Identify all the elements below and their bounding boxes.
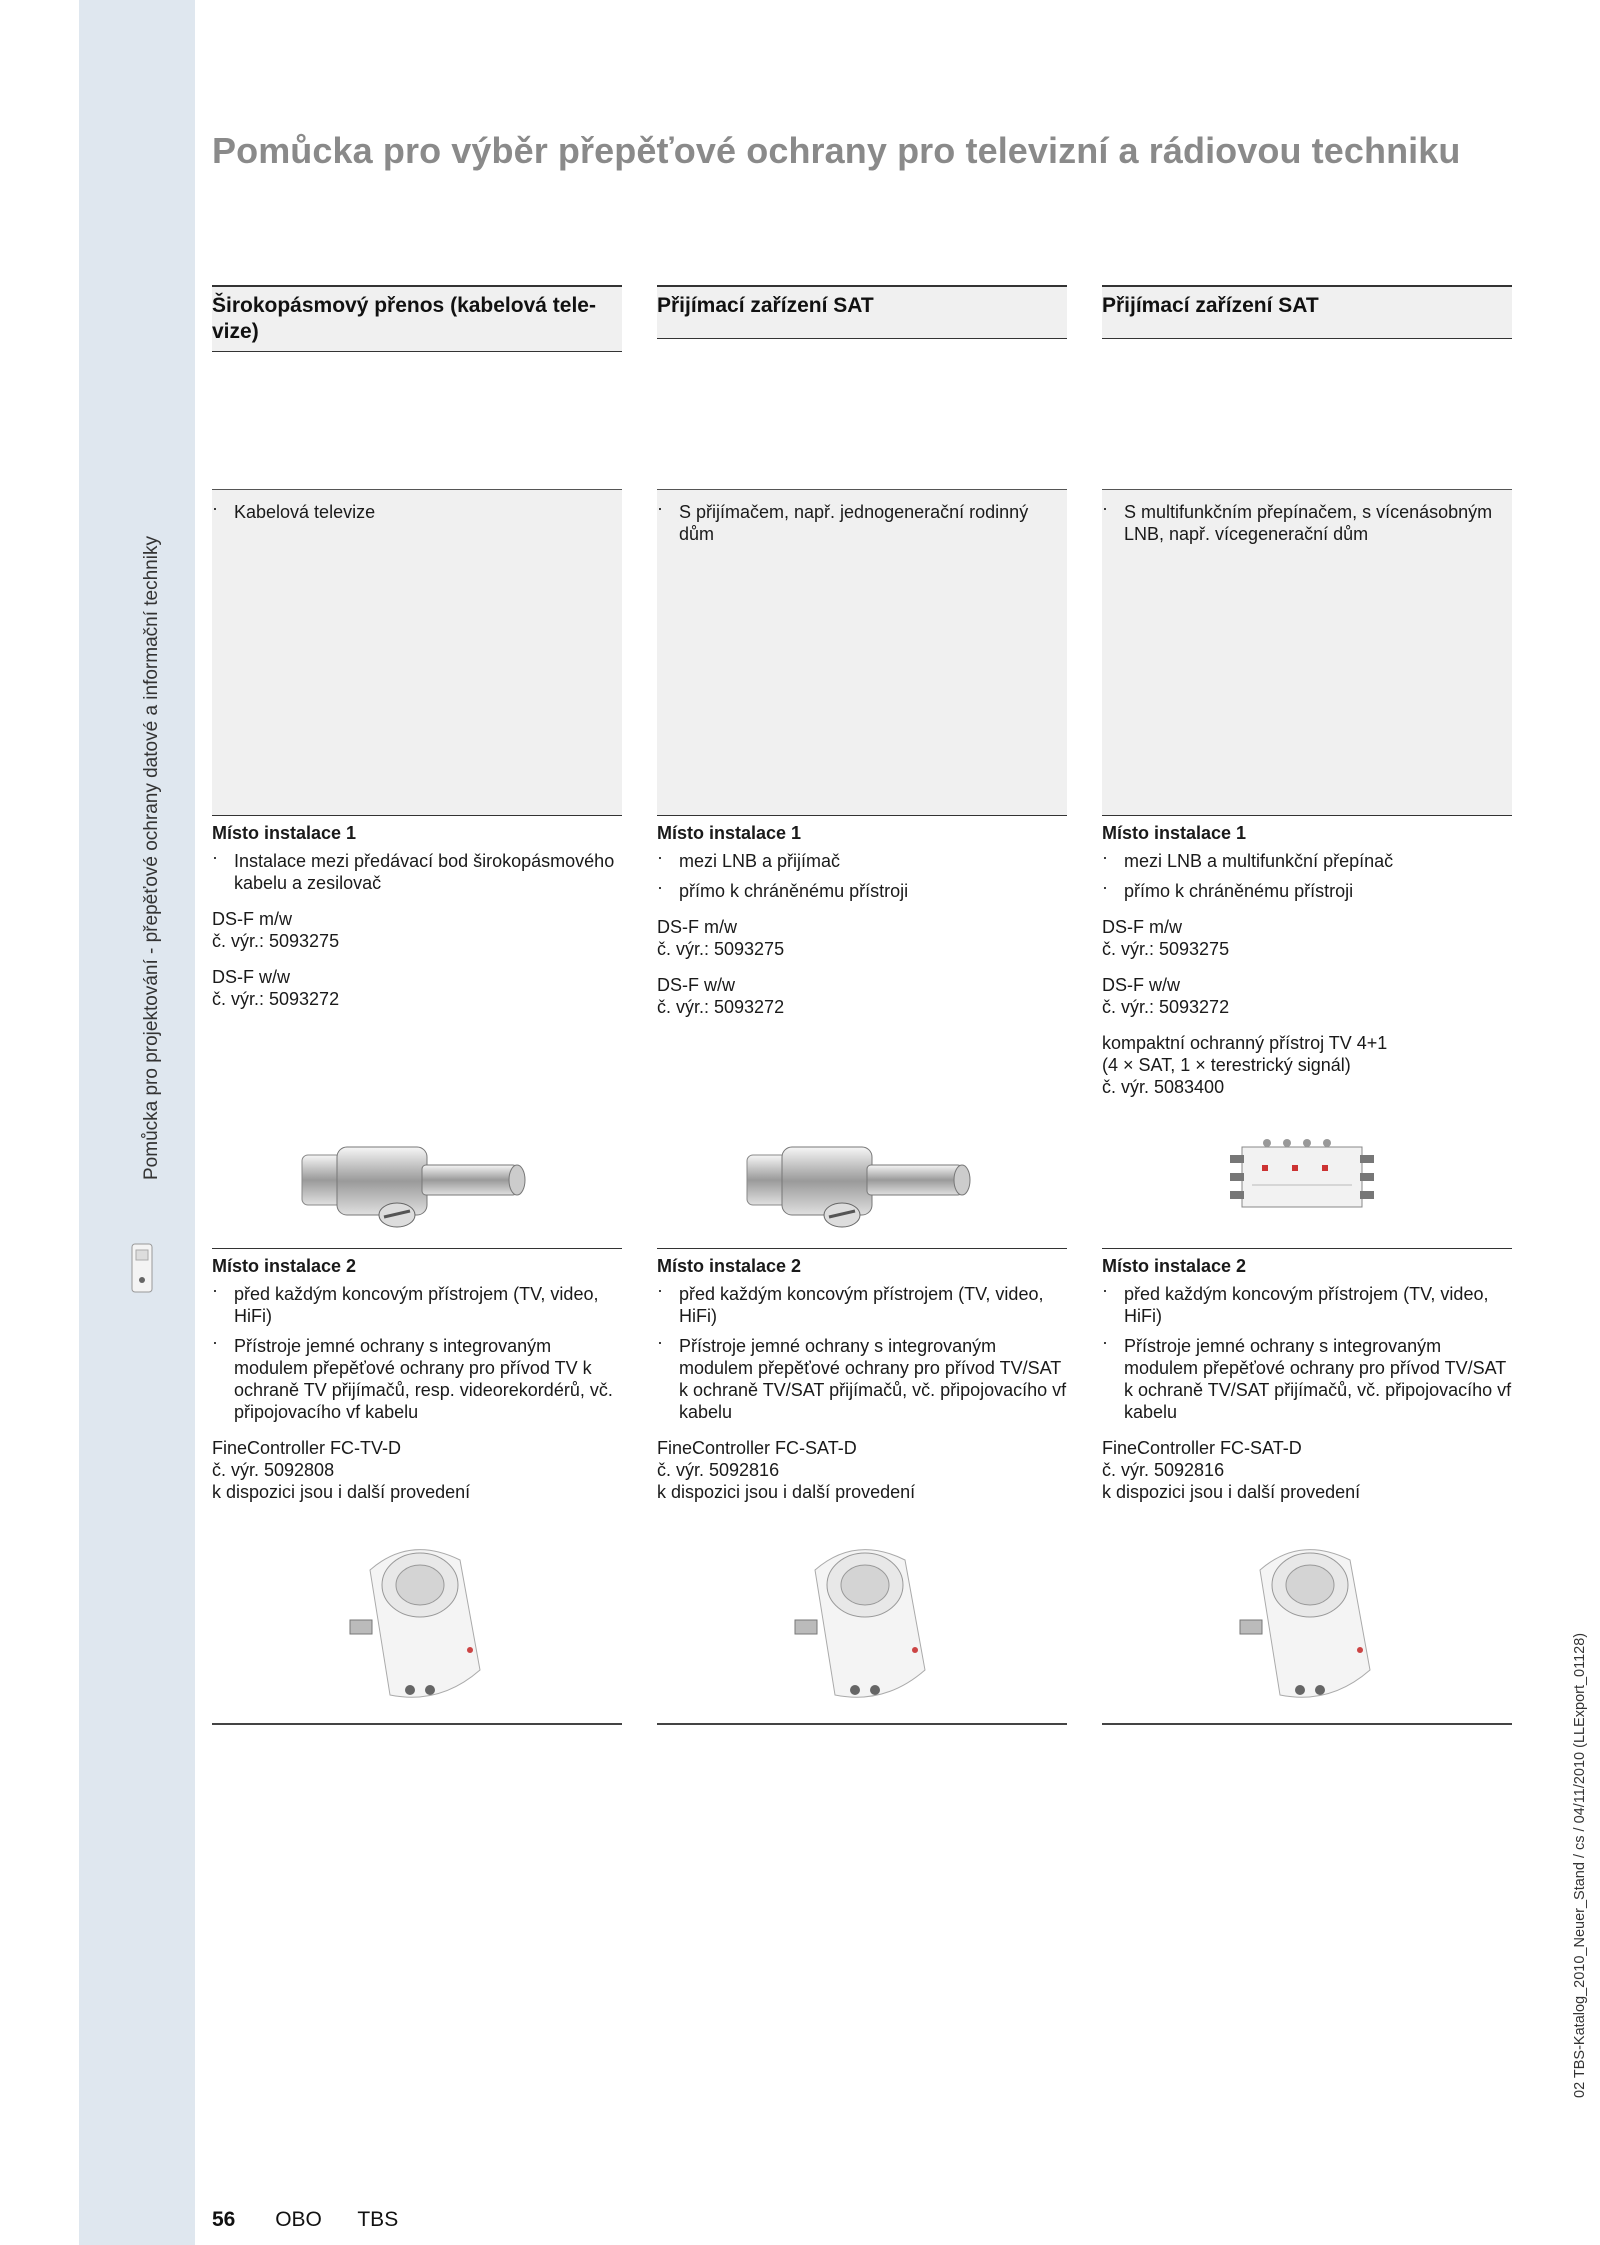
column-bottom-rule (212, 1723, 622, 1725)
usage-item: · Kabelová televize (212, 498, 376, 522)
section-title: Místo instalace 2 (657, 1256, 802, 1276)
finecontroller-image (775, 1530, 955, 1710)
side-label: Pomůcka pro projektování - přepěťové ochrany datové a informační techniky (141, 536, 162, 1180)
product-entry (657, 1437, 1067, 1503)
product-name: DS-F m/w (657, 917, 737, 937)
column-header-line: Přijímací zařízení SAT (1102, 294, 1319, 317)
product-name: DS-F w/w (212, 967, 290, 987)
bullet-item: · přímo k chráněnému přístroji (1102, 877, 1354, 901)
column-bottom-rule (657, 1723, 1067, 1725)
finecontroller-image (1220, 1530, 1400, 1710)
usage-box (212, 489, 622, 815)
product-name: FineController FC-SAT-D (657, 1438, 857, 1458)
bullet-item: · před každým koncovým přístrojem (TV, video, HiFi) (212, 1280, 599, 1326)
product-name: FineController FC-TV-D (212, 1438, 402, 1458)
product-note: k dispozici jsou i další provedení (657, 1482, 916, 1502)
product-note: k dispozici jsou i další provedení (1102, 1482, 1361, 1502)
section-title: Místo instalace 1 (212, 823, 357, 843)
installation-site-1 (1102, 815, 1512, 1098)
product-code: č. výr.: 5093272 (212, 989, 340, 1009)
product-code: č. výr.: 5093272 (1102, 997, 1230, 1017)
installation-site-1 (657, 815, 1067, 1018)
product-entry (657, 916, 1067, 960)
product-code: č. výr.: 5093272 (657, 997, 785, 1017)
product-code: č. výr. 5092816 (1102, 1460, 1225, 1480)
product-code: č. výr. 5092808 (212, 1460, 335, 1480)
product-detail: (4 × SAT, 1 × terestrický signál) (1102, 1055, 1351, 1075)
usage-item: · S multifunkčním přepínačem, s vícenásobným LNB, např. vícegenerační dům (1102, 498, 1493, 544)
product-entry (1102, 974, 1512, 1018)
column-header-line: Širokopásmový přenos (kabelová tele- (212, 294, 596, 317)
product-entry (212, 1437, 622, 1503)
bullet-item: · Instalace mezi předávací bod širokopásmového kabelu a zesilovač (212, 847, 615, 893)
product-code: č. výr. 5083400 (1102, 1077, 1225, 1097)
page-title: Pomůcka pro výběr přepěťové ochrany pro televizní a rádiovou techniku (212, 130, 1461, 171)
product-name: FineController FC-SAT-D (1102, 1438, 1302, 1458)
product-name: DS-F w/w (657, 975, 735, 995)
product-name: kompaktní ochranný přístroj TV 4+1 (1102, 1033, 1388, 1053)
section-title: Místo instalace 2 (1102, 1256, 1247, 1276)
usage-item: · S přijímačem, např. jednogenerační rodinný dům (657, 498, 1029, 544)
product-note: k dispozici jsou i další provedení (212, 1482, 471, 1502)
product-entry (657, 974, 1067, 1018)
section-title: Místo instalace 2 (212, 1256, 357, 1276)
product-code: č. výr.: 5093275 (657, 939, 785, 959)
page-number: 56 (212, 2208, 236, 2231)
bullet-item: · Přístroje jemné ochrany s integrovaným modulem přepěťové ochrany pro přívod TV/SAT k ochraně TV/SAT přijímačů, vč. připojovacího vf kabelu (657, 1332, 1067, 1422)
tv-4plus1-device-image (1222, 1135, 1382, 1215)
product-code: č. výr. 5092816 (657, 1460, 780, 1480)
column-bottom-rule (1102, 1723, 1512, 1725)
product-name: DS-F m/w (212, 909, 292, 929)
product-entry (212, 908, 622, 952)
installation-site-1 (212, 815, 622, 1010)
product-code: č. výr.: 5093275 (212, 931, 340, 951)
section-title: Místo instalace 1 (1102, 823, 1247, 843)
bullet-item: · přímo k chráněnému přístroji (657, 877, 909, 901)
product-thumbnail-icon (128, 1240, 156, 1296)
bullet-item: · před každým koncovým přístrojem (TV, video, HiFi) (657, 1280, 1044, 1326)
side-band (79, 0, 195, 2245)
product-entry (1102, 1437, 1512, 1503)
column-header (212, 285, 622, 352)
product-name: DS-F m/w (1102, 917, 1182, 937)
footer-brand: TBS (357, 2208, 399, 2231)
page-footer (212, 2208, 428, 2232)
coax-protector-image (737, 1125, 977, 1245)
bullet-item: · mezi LNB a multifunkční přepínač (1102, 847, 1394, 871)
coax-protector-image (292, 1125, 532, 1245)
product-entry (212, 966, 622, 1010)
product-name: DS-F w/w (1102, 975, 1180, 995)
finecontroller-image (330, 1530, 510, 1710)
bullet-item: · před každým koncovým přístrojem (TV, video, HiFi) (1102, 1280, 1489, 1326)
column-header-line: Přijímací zařízení SAT (657, 294, 874, 317)
usage-box (657, 489, 1067, 815)
product-entry (1102, 1032, 1512, 1098)
usage-box (1102, 489, 1512, 815)
column-header (657, 285, 1067, 339)
document-reference: 02 TBS-Katalog_2010_Neuer_Stand / cs / 04/11/2010 (LLExport_01128) (1572, 1632, 1588, 2098)
installation-site-2 (212, 1248, 622, 1503)
bullet-item: · Přístroje jemné ochrany s integrovaným modulem přepěťové ochrany pro přívod TV k ochraně TV přijímačů, resp. videorekordérů, vč. připojovacího vf kabelu (212, 1332, 613, 1422)
section-title: Místo instalace 1 (657, 823, 802, 843)
footer-brand: OBO (275, 2208, 322, 2231)
column-header-line: vize) (212, 320, 259, 343)
column-header (1102, 285, 1512, 339)
bullet-item: · mezi LNB a přijímač (657, 847, 841, 871)
product-code: č. výr.: 5093275 (1102, 939, 1230, 959)
product-entry (1102, 916, 1512, 960)
installation-site-2 (657, 1248, 1067, 1503)
installation-site-2 (1102, 1248, 1512, 1503)
bullet-item: · Přístroje jemné ochrany s integrovaným modulem přepěťové ochrany pro přívod TV/SAT k ochraně TV/SAT přijímačů, vč. připojovacího vf kabelu (1102, 1332, 1512, 1422)
